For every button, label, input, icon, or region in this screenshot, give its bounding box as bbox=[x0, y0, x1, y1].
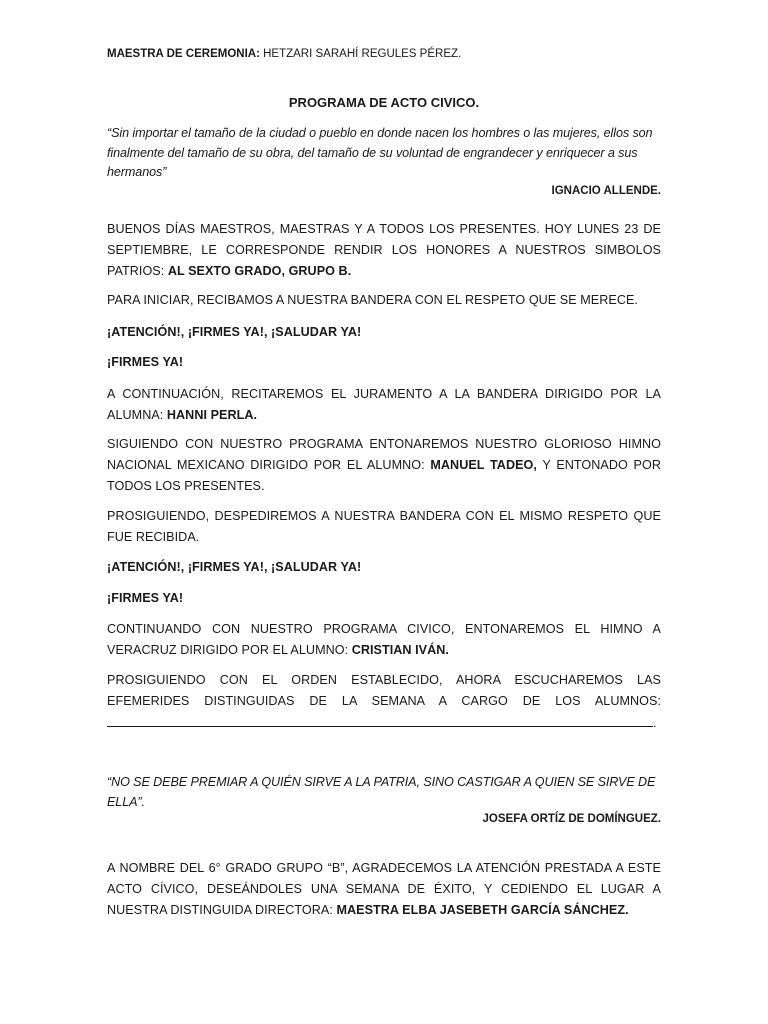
paragraph-text: A CONTINUACIÓN, RECITAREMOS EL JURAMENTO A LA BANDERA DIRIGIDO POR LA ALUMNA: bbox=[107, 387, 661, 422]
ceremony-host-line bbox=[107, 46, 461, 62]
paragraph-ephemerides bbox=[107, 670, 661, 734]
paragraph-emphasis: MAESTRA ELBA JASEBETH GARCÍA SÁNCHEZ. bbox=[336, 903, 629, 917]
paragraph-text: CONTINUANDO CON NUESTRO PROGRAMA CIVICO, ENTONAREMOS EL HIMNO A VERACRUZ DIRIGIDO POR EL ALUMNO: bbox=[107, 622, 661, 657]
paragraph-receive-flag: PARA INICIAR, RECIBAMOS A NUESTRA BANDERA CON EL RESPETO QUE SE MERECE. bbox=[107, 293, 638, 307]
paragraph-emphasis: MANUEL TADEO, bbox=[430, 458, 537, 472]
paragraph-text: A NOMBRE DEL 6° GRADO GRUPO “B”, AGRADECEMOS LA ATENCIÓN PRESTADA A ESTE ACTO CÍVICO, DESEÁNDOLES UNA SEMANA DE ÉXITO, Y CEDIENDO EL LUGAR A NUESTRA DISTINGUIDA DIRECTORA: bbox=[107, 861, 661, 917]
ceremony-host-label: MAESTRA DE CEREMONIA: bbox=[107, 48, 260, 60]
opening-quote: “Sin importar el tamaño de la ciudad o pueblo en donde nacen los hombres o las mujeres, ellos son finalmente del tamaño de su obra, del tamaño de su voluntad de engrandecer y enriquecer a sus hermanos” bbox=[107, 126, 653, 179]
paragraph-end-mark: . bbox=[653, 716, 657, 730]
opening-quote-author: IGNACIO ALLENDE. bbox=[551, 185, 661, 197]
paragraph-emphasis: HANNI PERLA. bbox=[166, 408, 258, 422]
document-page bbox=[107, 0, 661, 1024]
closing-quote: “NO SE DEBE PREMIAR A QUIÉN SIRVE A LA PATRIA, SINO CASTIGAR A QUIEN SE SIRVE DE ELLA”. bbox=[107, 775, 656, 809]
paragraph-text: PROSIGUIENDO CON EL ORDEN ESTABLECIDO, AHORA ESCUCHAREMOS LAS EFEMERIDES DISTINGUIDAS DE LA SEMANA A CARGO DE LOS ALUMNOS: bbox=[107, 673, 661, 708]
paragraph-national-anthem bbox=[107, 434, 661, 497]
command-firm-2: ¡FIRMES YA! bbox=[107, 591, 184, 605]
paragraph-text-tail: Y ENTONADO POR TODOS LOS PRESENTES. bbox=[107, 458, 662, 493]
paragraph-text: BUENOS DÍAS MAESTROS, MAESTRAS Y A TODOS LOS PRESENTES. HOY LUNES 23 DE SEPTIEMBRE, LE CORRESPONDE RENDIR LOS HONORES A NUESTROS SIMBOLOS PATRIOS: bbox=[107, 222, 661, 278]
command-attention-2: ¡ATENCIÓN!, ¡FIRMES YA!, ¡SALUDAR YA! bbox=[107, 560, 362, 574]
closing-quote-author: JOSEFA ORTÍZ DE DOMÍNGUEZ. bbox=[482, 813, 661, 825]
paragraph-greeting bbox=[107, 219, 661, 282]
document-title: PROGRAMA DE ACTO CIVICO. bbox=[288, 95, 480, 110]
paragraph-emphasis: AL SEXTO GRADO, GRUPO B. bbox=[167, 264, 352, 278]
ceremony-host-name: HETZARI SARAHÍ REGULES PÉREZ. bbox=[259, 48, 462, 60]
paragraph-text: SIGUIENDO CON NUESTRO PROGRAMA ENTONAREMOS NUESTRO GLORIOSO HIMNO NACIONAL MEXICANO DIRIGIDO POR EL ALUMNO: bbox=[107, 437, 661, 472]
paragraph-closing bbox=[107, 858, 661, 921]
paragraph-veracruz-anthem bbox=[107, 619, 661, 661]
paragraph-emphasis: CRISTIAN IVÁN. bbox=[351, 643, 449, 657]
command-attention-1: ¡ATENCIÓN!, ¡FIRMES YA!, ¡SALUDAR YA! bbox=[107, 325, 362, 339]
paragraph-flag-oath bbox=[107, 384, 661, 426]
blank-fill-line bbox=[107, 712, 653, 727]
command-firm-1: ¡FIRMES YA! bbox=[107, 355, 184, 369]
paragraph-farewell-flag: PROSIGUIENDO, DESPEDIREMOS A NUESTRA BANDERA CON EL MISMO RESPETO QUE FUE RECIBIDA. bbox=[107, 509, 661, 544]
